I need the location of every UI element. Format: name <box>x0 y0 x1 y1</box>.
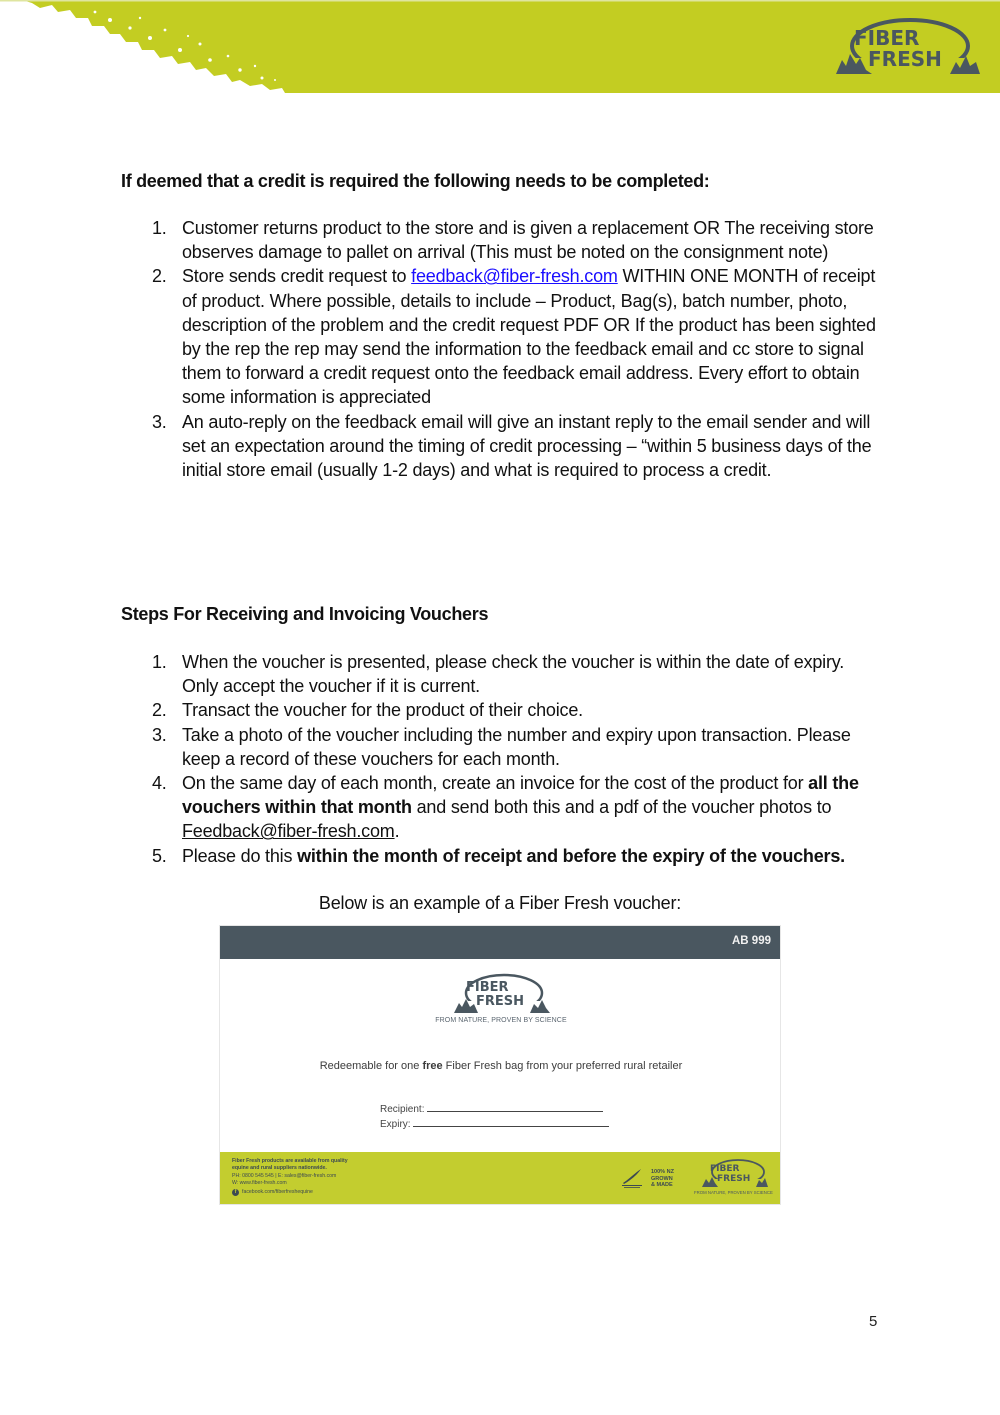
footer-web: W: www.fiber-fresh.com <box>232 1180 287 1187</box>
voucher-example <box>219 925 781 1205</box>
facebook-url: facebook.com/fiberfreshequine <box>242 1188 313 1195</box>
list-item-text-before: Please do this <box>182 845 298 866</box>
voucher-caption: Below is an example of a Fiber Fresh voucher: <box>318 893 682 913</box>
list-number: 3. <box>152 411 167 432</box>
feedback-email-link[interactable]: Feedback@fiber-fresh.com <box>182 821 395 842</box>
list-number: 4. <box>152 773 167 794</box>
recipient-label: Recipient: <box>380 1104 425 1115</box>
footer-line1: Fiber Fresh products are available from quality <box>232 1158 348 1164</box>
list-item-text-before: On the same day of each month, create an invoice for the cost of the product for <box>182 773 809 794</box>
voucher-steps-list <box>152 650 882 868</box>
list-item-text: Take a photo of the voucher including the number and expiry upon transaction. Please keep a record of these vouchers for each month. <box>182 724 851 769</box>
list-item <box>152 723 882 771</box>
list-item-text: An auto-reply on the feedback email will give an instant reply to the email sender and will set an expectation around the timing of credit processing – “within 5 business days of the initial store email (usually 1-2 days) and what is required to process a credit. <box>182 411 872 481</box>
footer-facebook <box>232 1189 348 1196</box>
recipient-blank-line <box>427 1103 603 1112</box>
voucher-top-bar <box>220 926 780 959</box>
redeem-text-before: Redeemable for one <box>319 1060 423 1072</box>
footer-phone-email: PH: 0800 545 545 | E: sales@fiber-fresh.com <box>232 1172 337 1179</box>
voucher-section-heading: Steps For Receiving and Invoicing Vouchers <box>121 604 489 624</box>
voucher-tagline: FROM NATURE, PROVEN BY SCIENCE <box>435 1017 567 1024</box>
svg-text:FIBER: FIBER <box>466 980 509 995</box>
list-item <box>152 771 882 844</box>
nz-line2: GROWN <box>651 1175 673 1182</box>
footer-tagline: FROM NATURE, PROVEN BY SCIENCE <box>694 1190 773 1195</box>
svg-text:FRESH: FRESH <box>717 1174 751 1184</box>
facebook-icon: f <box>232 1189 239 1196</box>
expiry-label: Expiry: <box>380 1119 411 1130</box>
fiber-fresh-logo <box>452 971 552 1015</box>
list-item <box>152 650 882 698</box>
list-number: 3. <box>152 724 167 745</box>
svg-text:FRESH: FRESH <box>476 994 525 1009</box>
voucher-redeem-text <box>220 1060 782 1072</box>
list-item <box>152 216 882 264</box>
svg-text:FIBER: FIBER <box>854 26 920 50</box>
emphasis-text: all the vouchers within that month <box>182 773 859 818</box>
voucher-expiry-field <box>380 1118 609 1130</box>
header-banner <box>0 0 1000 93</box>
list-number: 1. <box>152 652 167 672</box>
voucher-recipient-field <box>380 1103 603 1115</box>
svg-text:FRESH: FRESH <box>868 47 942 71</box>
list-item <box>152 698 882 722</box>
credit-steps-list <box>152 216 882 482</box>
list-item <box>152 410 882 483</box>
list-item-text: When the voucher is presented, please check the voucher is within the date of expiry. Only accept the voucher if it is current. <box>182 652 845 697</box>
voucher-footer <box>220 1152 780 1204</box>
emphasis-text: within the month of receipt and before the expiry of the vouchers. <box>297 845 845 866</box>
voucher-code: AB 999 <box>732 935 771 947</box>
redeem-bold: free <box>422 1060 443 1072</box>
list-item-text-after: WITHIN ONE MONTH of receipt of product. Where possible, details to include – Product, Bag(s), batch number, photo, description of the problem and the credit request PDF OR If the product has been sighted by the rep the rep may send the information to the feedback email and cc store to signal them to forward a credit request onto the feedback email address. Every effort to obtain some information is appreciated <box>182 266 876 408</box>
fiber-fresh-logo <box>832 16 982 78</box>
list-item-text-after: . <box>394 821 400 842</box>
list-item <box>152 844 882 868</box>
svg-text:FIBER: FIBER <box>710 1164 740 1174</box>
credit-section-heading: If deemed that a credit is required the following needs to be completed: <box>121 171 710 191</box>
feedback-email-link[interactable]: feedback@fiber-fresh.com <box>411 266 618 287</box>
list-number: 1. <box>152 218 167 238</box>
nz-line3: & MADE <box>651 1182 673 1188</box>
nz-made-badge <box>651 1169 674 1189</box>
list-item-text-middle: and send both this and a pdf of the voucher photos to <box>411 797 832 818</box>
list-item-text: Transact the voucher for the product of their choice. <box>182 700 583 721</box>
list-number: 2. <box>152 700 167 721</box>
list-item <box>152 264 882 409</box>
list-item-text-before: Store sends credit request to <box>182 266 412 287</box>
nz-fern-icon <box>621 1167 643 1189</box>
list-number: 5. <box>152 845 167 866</box>
list-item-text: Customer returns product to the store and is given a replacement OR The receiving store observes damage to pallet on arrival (This must be noted on the consignment note) <box>182 218 874 263</box>
nz-line1: 100% NZ <box>651 1169 674 1175</box>
redeem-text-after: Fiber Fresh bag from your preferred rural retailer <box>442 1060 683 1072</box>
expiry-blank-line <box>413 1118 609 1127</box>
footer-line2: equine and rural suppliers nationwide. <box>232 1165 327 1172</box>
voucher-footer-contact <box>232 1158 348 1196</box>
page-number: 5 <box>869 1313 878 1330</box>
list-number: 2. <box>152 266 167 287</box>
fiber-fresh-logo <box>700 1157 770 1189</box>
